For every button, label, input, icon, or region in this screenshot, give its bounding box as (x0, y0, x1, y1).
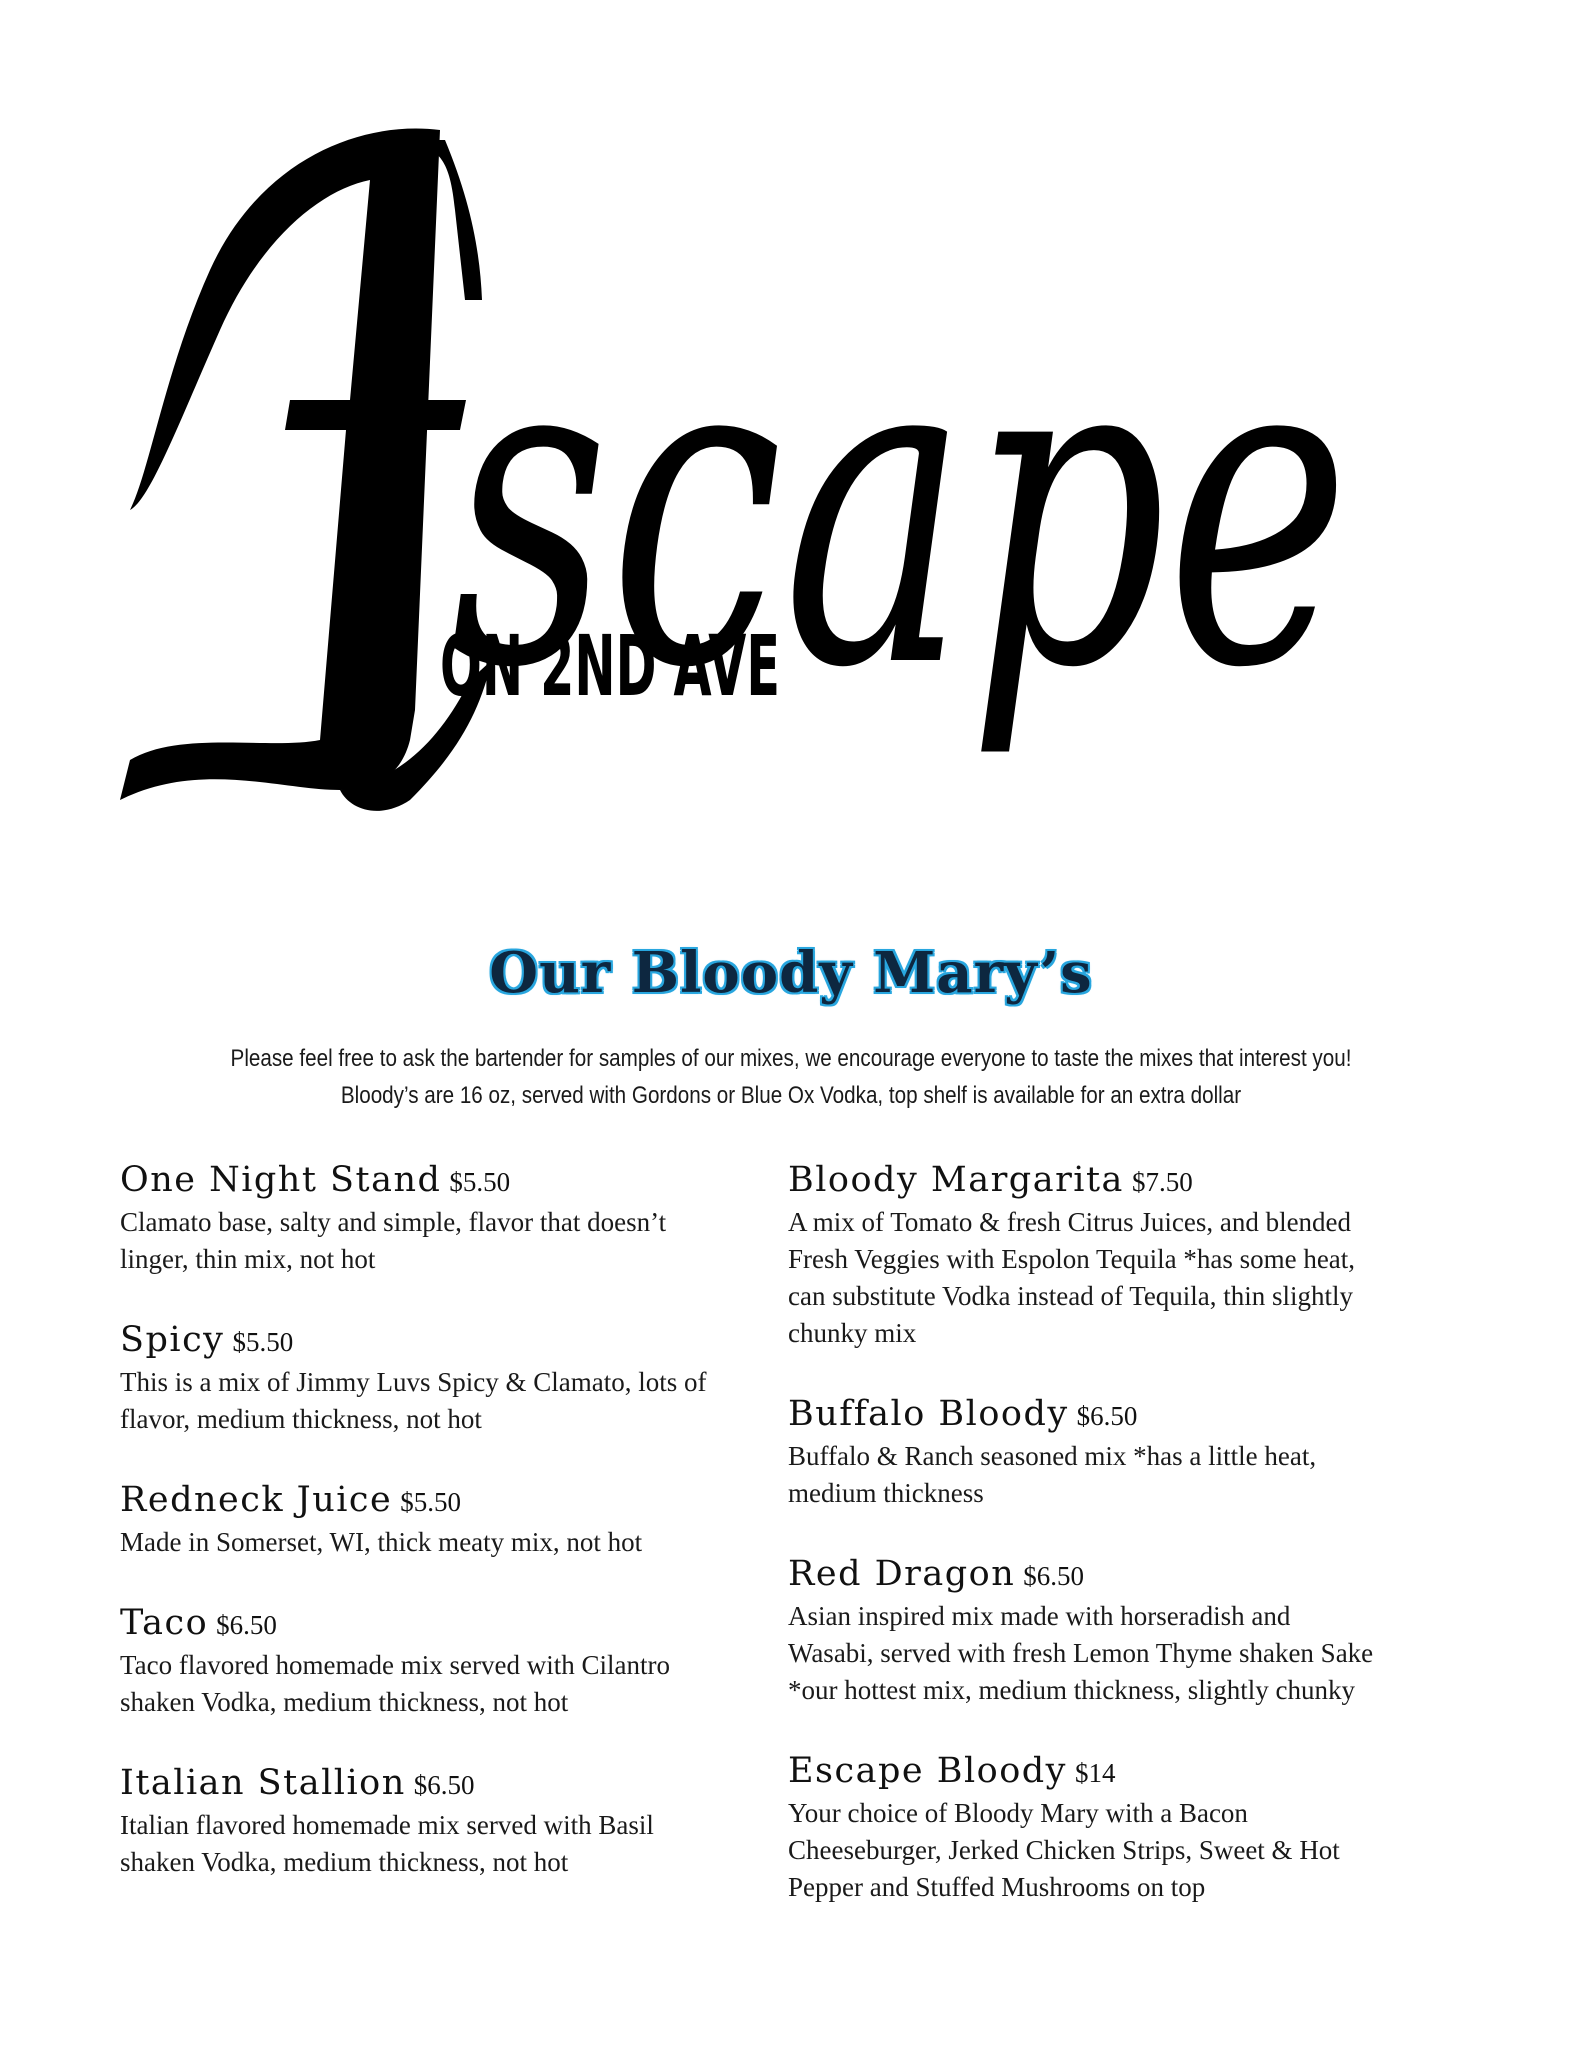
item-price: $5.50 (449, 1167, 511, 1197)
description-line: Clamato base, salty and simple, flavor that doesn’t (120, 1207, 667, 1237)
item-price: $14 (1074, 1758, 1116, 1788)
escape-logo (110, 100, 1470, 900)
description-line: Italian flavored homemade mix served with Basil (120, 1810, 654, 1840)
item-name: Italian Stallion (120, 1763, 406, 1803)
menu-column-left (120, 1158, 800, 1921)
item-price: $6.50 (216, 1610, 277, 1640)
item-price: $5.50 (232, 1327, 294, 1357)
description-line: Buffalo & Ranch seasoned mix *has a little heat, (788, 1441, 1317, 1471)
item-description (788, 1204, 1468, 1352)
description-line: A mix of Tomato & fresh Citrus Juices, and blended (788, 1207, 1352, 1237)
logo-subtext: ON 2ND AVE (440, 617, 780, 715)
description-line: Made in Somerset, WI, thick meaty mix, not hot (120, 1527, 643, 1557)
item-description (120, 1364, 800, 1438)
item-description (120, 1807, 800, 1881)
description-line: Taco flavored homemade mix served with Cilantro (120, 1650, 670, 1680)
description-line: can substitute Vodka instead of Tequila, thin slightly (788, 1281, 1354, 1311)
menu-item (120, 1761, 800, 1881)
intro-line-2: Bloody’s are 16 oz, served with Gordons or Blue Ox Vodka, top shelf is available for an extra dollar (340, 1082, 1242, 1109)
item-description (120, 1524, 800, 1561)
item-price: $5.50 (400, 1487, 461, 1517)
item-description (788, 1795, 1468, 1906)
menu-item (120, 1601, 800, 1721)
description-line: shaken Vodka, medium thickness, not hot (120, 1847, 569, 1877)
description-line: Fresh Veggies with Espolon Tequila *has some heat, (788, 1244, 1356, 1274)
description-line: Pepper and Stuffed Mushrooms on top (788, 1872, 1206, 1902)
item-name: Red Dragon (788, 1554, 1016, 1594)
item-name: Escape Bloody (788, 1751, 1067, 1791)
item-description (788, 1438, 1468, 1512)
item-name: Buffalo Bloody (788, 1394, 1069, 1434)
description-line: Cheeseburger, Jerked Chicken Strips, Sweet & Hot (788, 1835, 1340, 1865)
intro-text (111, 1040, 1472, 1114)
item-description (120, 1647, 800, 1721)
description-line: flavor, medium thickness, not hot (120, 1404, 482, 1434)
item-price: $7.50 (1131, 1167, 1193, 1197)
item-name: Bloody Margarita (788, 1160, 1124, 1200)
logo-e-swash (120, 129, 440, 800)
logo-scape-text: scape (450, 252, 1350, 764)
item-price: $6.50 (413, 1770, 475, 1800)
item-name: Redneck Juice (120, 1480, 393, 1520)
description-line: Your choice of Bloody Mary with a Bacon (788, 1798, 1248, 1828)
menu-item (788, 1158, 1468, 1352)
description-line: chunky mix (788, 1318, 917, 1348)
menu-item (120, 1478, 800, 1561)
description-line: This is a mix of Jimmy Luvs Spicy & Clamato, lots of (120, 1367, 707, 1397)
description-line: Asian inspired mix made with horseradish and (788, 1601, 1291, 1631)
menu-item (120, 1158, 800, 1278)
menu-item (788, 1552, 1468, 1709)
menu-item (120, 1318, 800, 1438)
escape-logo-art (110, 100, 1470, 900)
item-price: $6.50 (1076, 1401, 1138, 1431)
description-line: shaken Vodka, medium thickness, not hot (120, 1687, 569, 1717)
menu-column-right (788, 1158, 1468, 1946)
description-line: linger, thin mix, not hot (120, 1244, 376, 1274)
item-name: Spicy (120, 1320, 225, 1360)
item-name: One Night Stand (120, 1160, 442, 1200)
item-name: Taco (120, 1603, 209, 1643)
item-price: $6.50 (1023, 1561, 1085, 1591)
item-description (788, 1598, 1468, 1709)
description-line: Wasabi, served with fresh Lemon Thyme shaken Sake (788, 1638, 1374, 1668)
menu-item (788, 1749, 1468, 1906)
intro-line-1: Please feel free to ask the bartender for samples of our mixes, we encourage everyone to taste the mixes that interest you! (230, 1045, 1352, 1072)
menu-item (788, 1392, 1468, 1512)
description-line: *our hottest mix, medium thickness, slightly chunky (788, 1675, 1355, 1705)
section-title: Our Bloody Mary’s (489, 940, 1093, 1006)
description-line: medium thickness (788, 1478, 984, 1508)
item-description (120, 1204, 800, 1278)
